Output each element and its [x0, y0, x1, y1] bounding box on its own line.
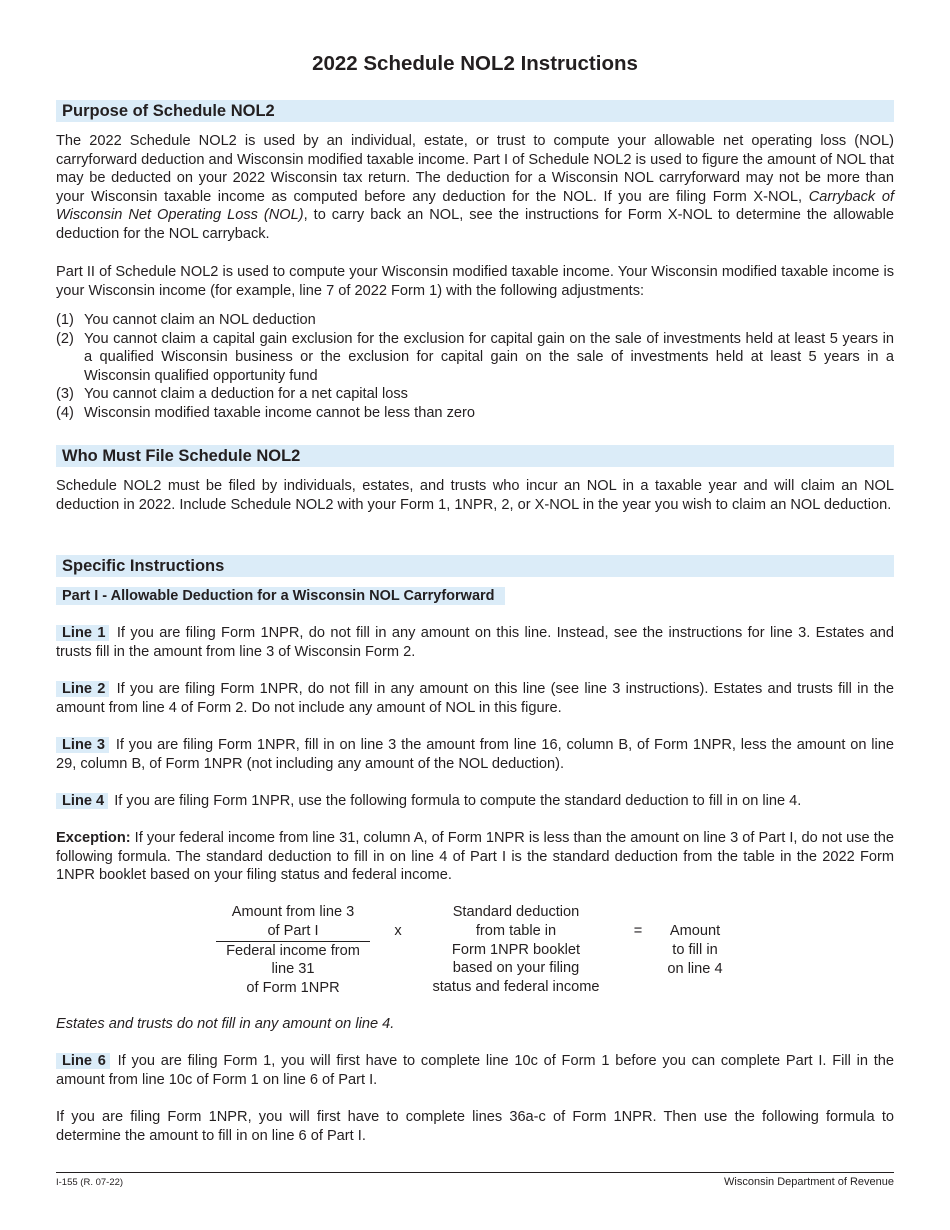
who-must-file-heading: Who Must File Schedule NOL2	[56, 445, 894, 467]
exception-paragraph: Exception: If your federal income from line 31, column A, of Form 1NPR is less than the amount on line 3 of Part I, do not use the following formula. The standard deduction to fill in on line 4 of Part I is the standard deduction from the table in the 2022 Form 1NPR booklet based on your filing status and federal income.	[56, 830, 894, 884]
formula-result: Amount to fill in on line 4	[667, 923, 723, 977]
purpose-paragraph-1: The 2022 Schedule NOL2 is used by an individual, estate, or trust to compute your allowable net operating loss (NOL) carryforward deduction and Wisconsin modified taxable income. Part I of Schedule NOL2 is used to figure the amount of NOL that may be deducted on your 2022 Wisconsin tax return. The deduction for a Wisconsin NOL carryforward may not be more than your Wisconsin taxable income as computed before any deduction for the NOL. If you are filing Form X-NOL, Carryback of Wisconsin Net Operating Loss (NOL), to carry back an NOL, see the instructions for Form X-NOL to determine the allowable deduction for the NOL carryback.	[56, 133, 894, 242]
list-item: (2) You cannot claim a capital gain exclusion for the exclusion for capital gain on the sale of investments held at least 5 years in a qualified Wisconsin business or the exclusion for capital gain on the sale of investments held at least 5 years in a Wisconsin qualified opportunity fund	[56, 330, 894, 384]
line2-label: Line 2	[56, 681, 109, 697]
line3-label: Line 3	[56, 737, 109, 753]
line6-instructions: Line 6 If you are filing Form 1, you will first have to complete line 10c of Form 1 before you can complete Part I. Fill in the amount from line 10c of Form 1 on line 6 of Part I.	[56, 1053, 894, 1088]
footer-divider	[56, 1172, 894, 1173]
list-item: (3) You cannot claim a deduction for a net capital loss	[56, 386, 408, 403]
specific-instructions-heading: Specific Instructions	[56, 555, 894, 577]
list-item: (1) You cannot claim an NOL deduction	[56, 312, 316, 328]
line6-label: Line 6	[56, 1053, 110, 1069]
line2-instructions: Line 2 If you are filing Form 1NPR, do not fill in any amount on this line (see line 3 instructions). Estates and trusts fill in the amount from line 4 of Form 2. Do not include any amount of NOL in this figure.	[56, 681, 894, 716]
agency-name: Wisconsin Department of Revenue	[724, 1176, 894, 1188]
form-id: I-155 (R. 07-22)	[56, 1177, 124, 1188]
purpose-heading: Purpose of Schedule NOL2	[56, 100, 894, 122]
formula-times-sign: x	[394, 923, 402, 939]
formula-equals-sign: =	[633, 923, 643, 939]
line1-label: Line 1	[56, 625, 109, 641]
list-item: (4) Wisconsin modified taxable income cannot be less than zero	[56, 404, 475, 421]
line6-paragraph-2: If you are filing Form 1NPR, you will first have to complete lines 36a-c of Form 1NPR. Then use the following formula to determine the amount to fill in on line 6 of Part I.	[56, 1109, 894, 1144]
part1-heading: Part I - Allowable Deduction for a Wisconsin NOL Carryforward	[56, 587, 505, 605]
line4-instructions: Line 4 If you are filing Form 1NPR, use the following formula to compute the standard deduction to fill in on line 4.	[56, 792, 894, 811]
estates-note: Estates and trusts do not fill in any amount on line 4.	[56, 1016, 395, 1032]
line1-instructions: Line 1 If you are filing Form 1NPR, do not fill in any amount on this line. Instead, see the instructions for line 3. Estates and trusts fill in the amount from line 3 of Wisconsin Form 2.	[56, 625, 895, 660]
line4-label: Line 4	[56, 793, 108, 809]
formula-denominator: Federal income from line 31 of Form 1NPR	[226, 942, 360, 997]
formula-numerator: Amount from line 3 of Part I	[216, 903, 370, 942]
line3-instructions: Line 3 If you are filing Form 1NPR, fill in on line 3 the amount from line 16, column B, of Form 1NPR, less the amount on line 29, column B, of Form 1NPR (not including any amount of the NOL deduction).	[56, 737, 895, 772]
formula-standard-deduction: Standard deduction from table in Form 1NPR booklet based on your filing status and federal income	[432, 904, 600, 996]
formula-fraction	[216, 903, 370, 998]
page-title: 2022 Schedule NOL2 Instructions	[312, 52, 638, 75]
purpose-paragraph-2: Part II of Schedule NOL2 is used to compute your Wisconsin modified taxable income. Your Wisconsin modified taxable income is your Wisconsin income (for example, line 7 of 2022 Form 1) with the following adjustments:	[56, 264, 894, 299]
who-must-file-paragraph: Schedule NOL2 must be filed by individuals, estates, and trusts who incur an NOL in a taxable year and will claim an NOL deduction in 2022. Include Schedule NOL2 with your Form 1, 1NPR, 2, or X-NOL in the year you wish to claim an NOL deduction.	[56, 478, 894, 513]
adjustments-list	[56, 311, 894, 423]
